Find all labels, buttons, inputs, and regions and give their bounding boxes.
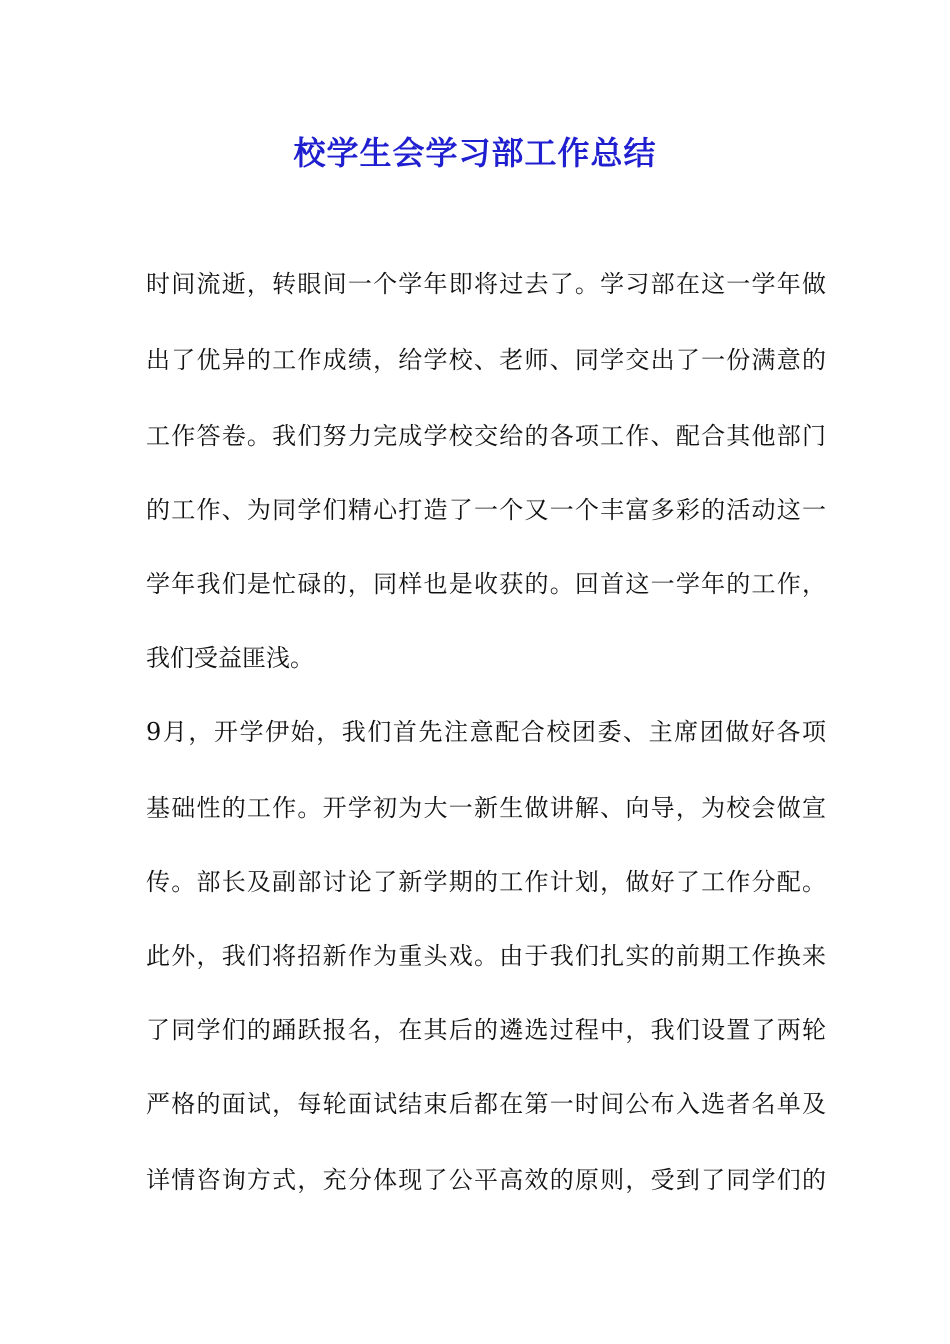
text-line: 详情咨询方式，充分体现了公平高效的原则，受到了同学们的 xyxy=(146,1166,826,1194)
text-line: 时间流逝，转眼间一个学年即将过去了。学习部在这一学年做 xyxy=(146,270,826,298)
text-line: 严格的面试，每轮面试结束后都在第一时间公布入选者名单及 xyxy=(146,1090,826,1118)
text-line: 出了优异的工作成绩，给学校、老师、同学交出了一份满意的 xyxy=(146,346,826,374)
text-line: 学年我们是忙碌的，同样也是收获的。回首这一学年的工作， xyxy=(146,570,826,598)
text-line: 我们受益匪浅。 xyxy=(146,644,314,672)
document-title: 校学生会学习部工作总结 xyxy=(293,134,657,172)
text-line: 传。部长及副部讨论了新学期的工作计划，做好了工作分配。 xyxy=(146,868,826,896)
text-line: 基础性的工作。开学初为大一新生做讲解、向导，为校会做宣 xyxy=(146,794,826,822)
text-line: 此外，我们将招新作为重头戏。由于我们扎实的前期工作换来 xyxy=(146,942,826,970)
text-line: 9月，开学伊始，我们首先注意配合校团委、主席团做好各项 xyxy=(146,718,826,746)
text-line: 工作答卷。我们努力完成学校交给的各项工作、配合其他部门 xyxy=(146,422,826,450)
text-line: 了同学们的踊跃报名，在其后的遴选过程中，我们设置了两轮 xyxy=(146,1016,826,1044)
text-line: 的工作、为同学们精心打造了一个又一个丰富多彩的活动这一 xyxy=(146,496,826,524)
